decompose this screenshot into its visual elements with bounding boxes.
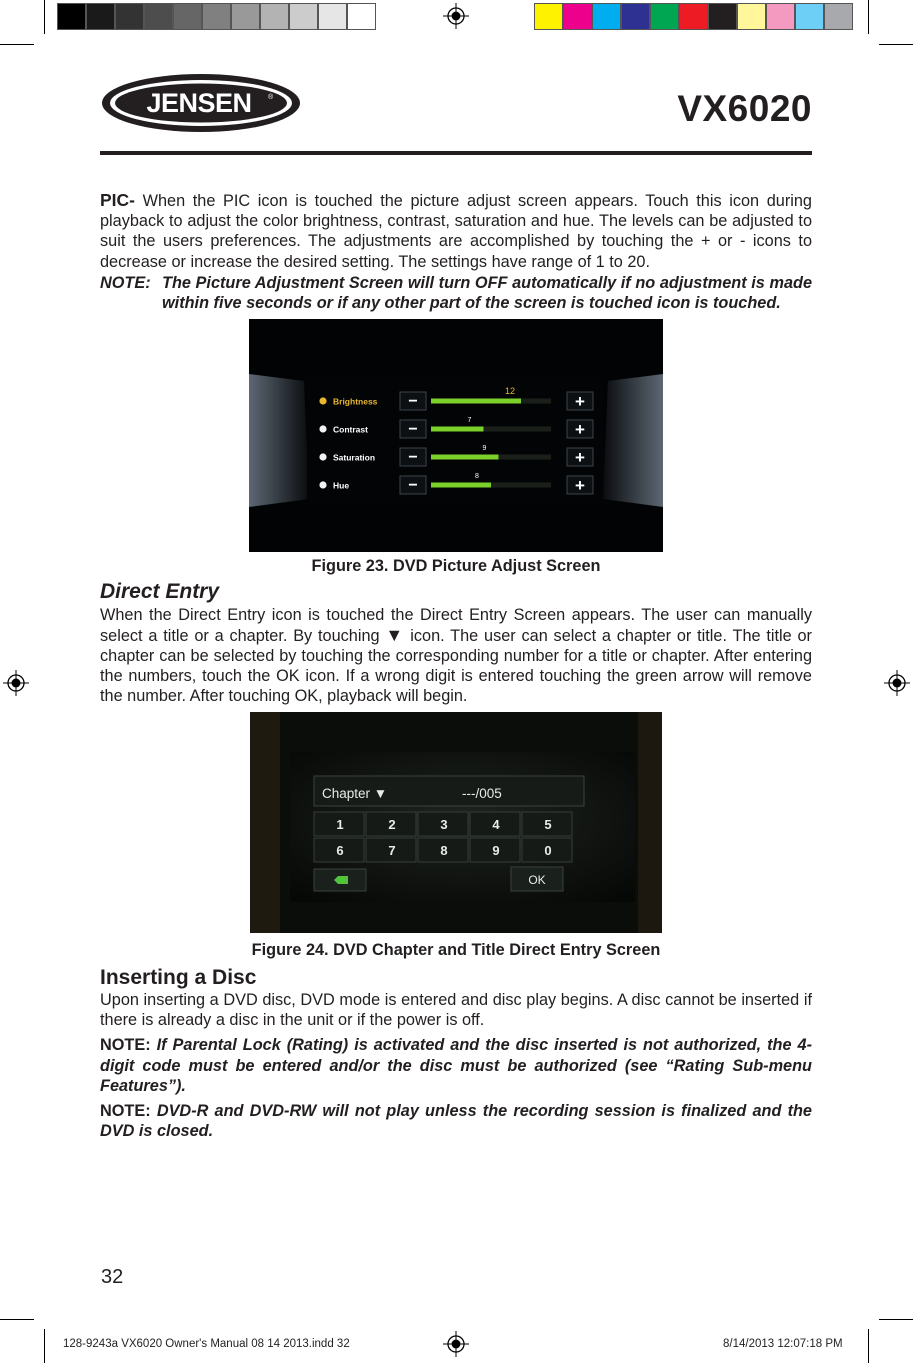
registration-mark-icon [443, 3, 469, 29]
keypad-digit: 5 [544, 816, 552, 832]
svg-text:OK: OK [528, 872, 546, 887]
figure-24-direct-entry-screen [250, 712, 662, 933]
crop-mark [868, 0, 869, 34]
color-swatch [737, 3, 766, 30]
pic-lead: PIC- [100, 190, 135, 210]
color-swatch [824, 3, 853, 30]
minus-sign: − [408, 449, 418, 467]
crop-mark [44, 0, 45, 34]
color-swatch [650, 3, 679, 30]
keypad-digit: 8 [440, 842, 448, 858]
svg-text:®: ® [268, 94, 274, 101]
level-value: 7 [467, 417, 472, 425]
direct-entry-text-1: When the Direct Entry icon is touched the Direct Entry Screen appears. The user can manually select a title or a chapter. By touching [100, 605, 812, 645]
plus-sign: + [575, 476, 585, 496]
gray-swatch [347, 3, 376, 30]
color-swatch [679, 3, 708, 30]
note-label: NOTE: [100, 1036, 151, 1055]
gray-swatch [115, 3, 144, 30]
direct-entry-heading: Direct Entry [100, 580, 220, 604]
color-swatch [592, 3, 621, 30]
jensen-logo [100, 72, 302, 134]
pic-paragraph [100, 190, 812, 272]
crop-mark [0, 44, 34, 45]
inserting-disc-heading: Inserting a Disc [100, 965, 257, 989]
note-text: DVD-R and DVD-RW will not play unless the recording session is finalized and the DVD is closed. [100, 1102, 812, 1141]
gray-swatch [173, 3, 202, 30]
pic-text: When the PIC icon is touched the picture adjust screen appears. Touch this icon during playback to adjust the color brightness, contrast, saturation and hue. The levels can be adjusted to suit the users preferences. The adjustments are accomplished by touching the + or - icons to decrease or increase the desired setting. The settings have range of 1 to 20. [100, 192, 812, 271]
page-number: 32 [101, 1266, 124, 1288]
gray-swatch [57, 3, 86, 30]
registration-mark-icon [884, 670, 910, 696]
registration-mark-icon [3, 670, 29, 696]
adjust-icon [319, 398, 326, 405]
inserting-paragraph: Upon inserting a DVD disc, DVD mode is entered and disc play begins. A disc cannot be inserted if there is already a disc in the unit or if the power is off. [100, 991, 812, 1030]
direct-entry-paragraph [100, 605, 812, 707]
color-swatch [563, 3, 592, 30]
gray-swatch [202, 3, 231, 30]
down-triangle-icon: ▼ [385, 624, 405, 645]
svg-text:JENSEN: JENSEN [146, 88, 252, 118]
color-swatch [621, 3, 650, 30]
model-number: VX6020 [677, 88, 812, 129]
adjust-label: Contrast [333, 424, 368, 435]
slug-file-info: 128-9243a VX6020 Owner's Manual 08 14 2013.indd 32 [63, 1338, 350, 1350]
keypad-digit: 2 [388, 816, 396, 832]
level-bar [431, 483, 491, 488]
figure-23-caption: Figure 23. DVD Picture Adjust Screen [311, 557, 601, 576]
keypad-digit: 6 [336, 842, 344, 858]
crop-mark [44, 1329, 45, 1363]
color-swatch [766, 3, 795, 30]
chapter-dropdown-label: Chapter ▼ [322, 785, 388, 801]
adjust-label: Saturation [333, 452, 376, 463]
figure-24-caption: Figure 24. DVD Chapter and Title Direct Entry Screen [251, 940, 661, 959]
level-value: 12 [505, 386, 516, 397]
keypad-digit: 7 [388, 842, 396, 858]
header-rule [100, 151, 812, 155]
ok-button [511, 867, 563, 891]
gray-swatch [86, 3, 115, 30]
plus-sign: + [575, 392, 585, 412]
level-bar [431, 427, 484, 432]
gray-swatch [289, 3, 318, 30]
gray-swatch [231, 3, 260, 30]
keypad-digit: 1 [336, 816, 344, 832]
plus-sign: + [575, 448, 585, 468]
adjust-label: Hue [333, 480, 350, 491]
gray-swatch [318, 3, 347, 30]
color-swatch [708, 3, 737, 30]
note-text: The Picture Adjustment Screen will turn OFF automatically if no adjustment is made within five seconds or if any other part of the screen is touched icon is touched. [162, 273, 812, 313]
color-swatch [795, 3, 824, 30]
keypad-digit: 3 [440, 816, 448, 832]
crop-mark [0, 1319, 34, 1320]
adjust-label: Brightness [333, 396, 378, 407]
minus-sign: − [408, 393, 418, 411]
chapter-counter: ---/005 [462, 785, 502, 801]
pic-note [100, 273, 812, 313]
adjust-icon [319, 454, 326, 461]
page-content [100, 190, 812, 1141]
picture-adjust-screenshot [249, 319, 663, 552]
note-label: NOTE: [100, 273, 151, 292]
parental-lock-note [100, 1035, 812, 1096]
note-label: NOTE: [100, 1102, 151, 1121]
crop-mark [868, 1329, 869, 1363]
gray-swatch [144, 3, 173, 30]
adjust-icon [319, 482, 326, 489]
direct-entry-screenshot [250, 712, 662, 933]
dvd-r-note [100, 1101, 812, 1141]
level-bar [431, 455, 499, 460]
plus-sign: + [575, 420, 585, 440]
adjust-icon [319, 426, 326, 433]
crop-mark [879, 1319, 913, 1320]
level-value: 8 [475, 473, 479, 481]
crop-mark [879, 44, 913, 45]
level-bar [431, 399, 521, 404]
keypad-digit: 0 [544, 842, 552, 858]
level-value: 9 [482, 445, 487, 453]
figure-23-picture-adjust-screen [249, 319, 663, 552]
color-swatch [534, 3, 563, 30]
direct-entry-text-2: icon. The user can select a chapter or title. The title or chapter can be selected by touching the corresponding number for a title or chapter. After entering the numbers, touch the OK icon. If a wrong digit is entered touching the green arrow will remove the number. After touching OK, playback will begin. [100, 626, 812, 706]
backspace-arrow-button [314, 869, 366, 891]
registration-mark-icon [443, 1331, 469, 1357]
keypad-digit: 4 [492, 816, 500, 832]
slug-date: 8/14/2013 12:07:18 PM [723, 1338, 843, 1350]
minus-sign: − [408, 421, 418, 439]
gray-swatch [260, 3, 289, 30]
note-text: If Parental Lock (Rating) is activated and the disc inserted is not authorized, the 4-digit code must be entered and/or the disc must be authorized (see “Rating Sub-menu Features”). [100, 1036, 812, 1095]
keypad-digit: 9 [492, 842, 500, 858]
minus-sign: − [408, 477, 418, 495]
